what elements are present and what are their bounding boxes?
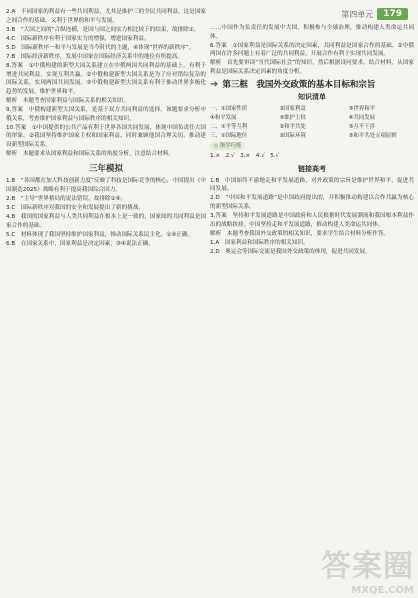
quiz-label: ◇ 渐学巧练: [210, 142, 245, 151]
knowledge-item: 一、①国家性质: [210, 105, 248, 112]
answer-paragraph: 1.B “各国都在加大科技创新力度”反映了科技是国际竞争的核心，中国提出《中国制造2025》战略有利于提高我国综合国力。: [6, 178, 206, 193]
knowledge-item: ⑤维护主权: [279, 114, 306, 121]
answer-paragraph: 8.答案 ①中俄构建的新型大国关系建立在中俄两国共同利益的基础上，有利于增进共同利益，实现互利共赢。②中俄构建新型大国关系是为了应对错综复杂的国际关系，实现两国共同发展。③中俄构建新型大国关系有利于推动世界多极化趋势的发展，维护世界和平。: [6, 63, 206, 95]
answer-paragraph: 2.D “中国和平发展道路”是中国政府提出的，并积极推动构建以合作共赢为核心的新型国际关系。: [210, 195, 414, 210]
watermark-logo: [321, 541, 414, 596]
answer-paragraph: 5.C 材料体现了我国坚持维护国家利益，推动国际关系民主化，①④正确。: [6, 231, 194, 238]
section-heading: 三年模拟: [88, 163, 123, 174]
knowledge-item: ④和平发展: [210, 114, 237, 121]
answer-paragraph: 3.B “大国之间的”合纵连横，是国与国之间实力相比较下的结果，故排除①。: [6, 26, 200, 33]
knowledge-item: ②和平共处: [279, 123, 306, 130]
knowledge-item: 二、①平等互利: [210, 123, 248, 130]
answer-paragraph: 4.B 我国的国家利益与人类共同利益在根本上是一致的，国家间的共同利益是国家合作的基础。: [6, 214, 206, 229]
answer-paragraph: 6.答案 ①国家利益是国际关系的决定因素，共同利益是国家合作的基础。②中俄两国在许多问题上有着广泛的共同利益，开展合作有利于实现共同发展。: [210, 42, 414, 58]
right-column: [210, 24, 414, 257]
answer-paragraph: 1.B 中国始终不渝地走和平发展道路，对外政策的宗旨是维护世界和平、促进共同发展。: [210, 177, 414, 193]
knowledge-grid: [210, 105, 414, 140]
page-number: 179: [377, 8, 408, 20]
answer-paragraph: 2.D 奥运会等国际交流是我国外交政策的体现，促进共同发展。: [210, 248, 371, 255]
answer-paragraph: 9.答案 中俄构建新型大国关系，是基于双方共同利益的选择。该题要求分析中俄关系，考查维护国家利益与国际秩序的相关知识。: [6, 107, 206, 122]
answer-paragraph: 3.C 国际新秩序对我国的安全和发展提出了新的挑战。: [6, 204, 144, 211]
answer-paragraph: 2.B “主导”世界格局的说法错误，故排除①④。: [6, 195, 127, 202]
left-column: [6, 8, 206, 249]
knowledge-item: ③和平共处五项原则: [348, 132, 397, 139]
quiz-answers: 1.× 2.√ 3.× 4.√ 5.√: [210, 153, 280, 160]
knowledge-item: ②国际环境: [279, 132, 306, 139]
answer-paragraph: 4.C 国际新秩序有利于国家实力的增强，增进国家利益。: [6, 35, 150, 42]
answer-paragraph: 5.D 国际新秩序一和平与发展是当今时代的主题，④体现“世界的新秩序”。: [6, 44, 195, 51]
section-banner: [210, 78, 414, 90]
analysis-paragraph: 解析 本题考查我国外交政策的相关知识，要求学生结合材料分析作答。: [210, 230, 390, 237]
knowledge-item: ②国家利益: [279, 105, 306, 112]
answer-paragraph: 3.答案 坚持和平发展道路是中国政府和人民根据时代发展潮流和我国根本利益作出的战略抉择。中国坚持走和平发展道路，推动构建人类命运共同体。: [210, 212, 414, 228]
answer-paragraph: 1.A 国家利益和国际秩序的相关知识。: [210, 239, 309, 246]
watermark-main: 答案圈: [321, 549, 414, 584]
answer-paragraph: 7.B 国际经济新秩序，发展中国家在国际经济关系中的地位有所提高。: [6, 53, 183, 60]
answer-paragraph: 6.B 在国家关系中，国家利益是决定因素，③④说法正确。: [6, 240, 154, 247]
knowledge-item: ⑥共同发展: [348, 114, 376, 121]
analysis-paragraph: 解析 本题要求从国家利益和国际关系的角度分析，注意结合材料。: [6, 151, 174, 157]
answer-paragraph: 2.A 不同国家的利益有一些共同利益，尤其是维护三的全民共同利益，这是国家之间合作的基础，又利于世界的和平与发展。: [6, 9, 206, 24]
knowledge-title: 知识清单: [298, 93, 326, 102]
arrow-icon: ➜: [210, 78, 219, 90]
answer-paragraph: 10.答案 ①中国提供的公共产品有利于世界各国共同发展，体现中国负责任大国的形象。②我国坚持维护国家主权和国家利益，同时兼顾他国合理关切，推动建设新型国际关系。: [6, 124, 206, 148]
knowledge-item: ③互不干涉: [348, 123, 376, 130]
analysis-paragraph: 解析 首先要审读“当代国际社会”的知识，然后根据设问要求，结合材料，从国家利益是国际关系决定因素的角度分析。: [210, 60, 414, 75]
unit-label: 第四单元: [341, 9, 374, 19]
analysis-paragraph: 解析 本题考查国家利益与国际关系的相关知识。: [6, 97, 130, 104]
watermark-sub: MXQE.COM: [351, 585, 414, 596]
section-title: 第三框 我国外交政策的基本目标和宗旨: [222, 79, 376, 90]
knowledge-item: ③世界和平: [348, 105, 376, 112]
page-header: [341, 6, 408, 22]
gaokao-heading: 链接高考: [298, 164, 326, 173]
answer-paragraph: ……中国作为负责任的发展中大国，积极参与全球治理，推动构建人类命运共同体。: [210, 25, 414, 40]
knowledge-item: 三、①国际地位: [210, 132, 248, 139]
